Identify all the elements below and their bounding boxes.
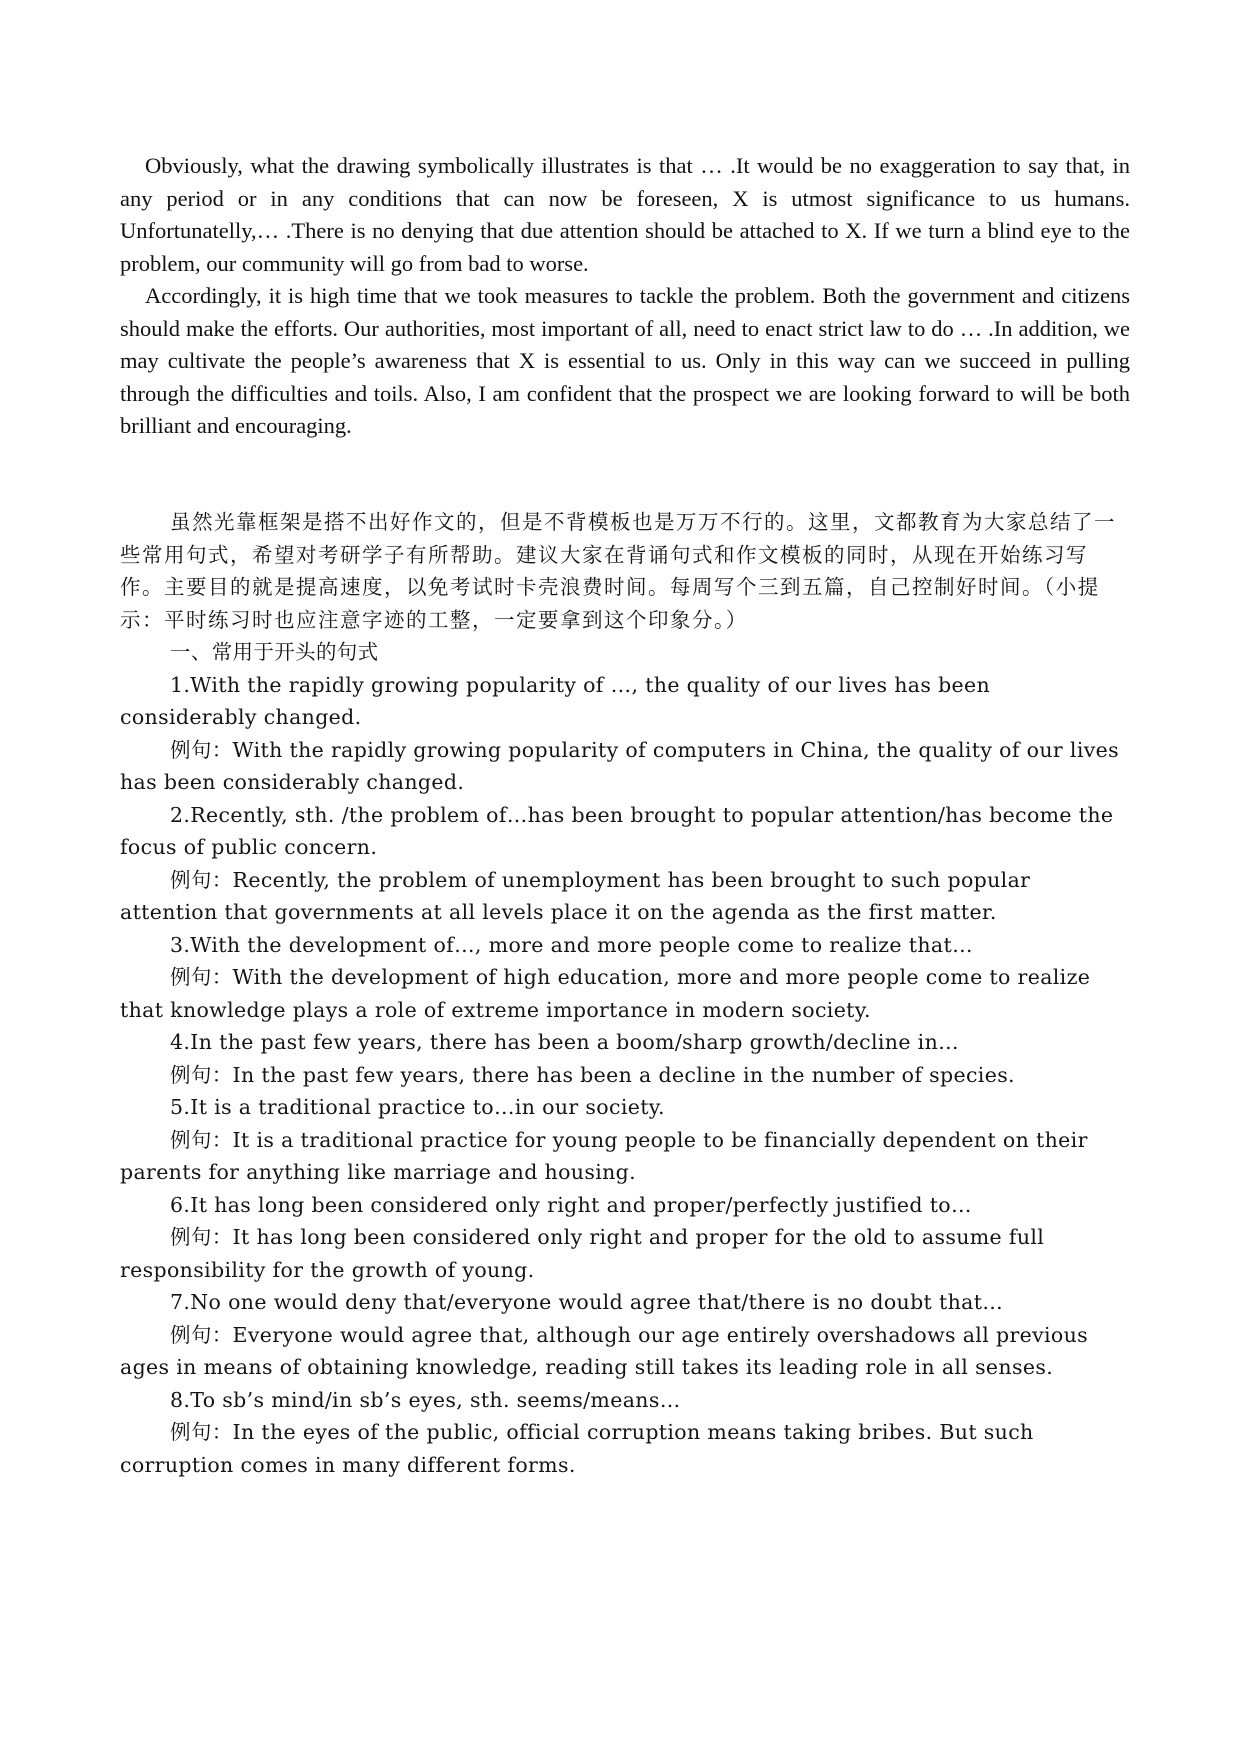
example-4: 例句：In the past few years, there has been a decline in the number of species. (170, 1062, 1015, 1087)
intro-paragraph: 虽然光靠框架是搭不出好作文的，但是不背模板也是万万不行的。这里，文都教育为大家总结了一些常用句式，希望对考研学子有所帮助。建议大家在背诵句式和作文模板的同时，从现在开始练习写作。主要目的就是提高速度，以免考试时卡壳浪费时间。每周写个三到五篇，自己控制好时间。（小提示：平时练习时也应注意字迹的工整，一定要拿到这个印象分。） (120, 510, 1116, 632)
sentence-patterns-section (120, 506, 1130, 1481)
pattern-8: 8.To sb’s mind/in sb’s eyes, sth. seems/means… (170, 1387, 681, 1412)
essay-paragraph-2: Accordingly, it is high time that we took measures to tackle the problem. Both the government and citizens should make the efforts. Our authorities, most important of all, need to enact strict law to do … .In addition, we may cultivate the people’s awareness that X is essential to us. Only in this way can we succeed in pulling through the difficulties and toils. Also, I am confident that the prospect we are looking forward to will be both brilliant and encouraging. (120, 283, 1130, 438)
pattern-2: 2.Recently, sth. /the problem of…has been brought to popular attention/has become the focus of public concern. (120, 802, 1114, 859)
example-6: 例句：It has long been considered only right and proper for the old to assume full responsibility for the growth of young. (120, 1225, 1045, 1282)
example-2: 例句：Recently, the problem of unemployment has been brought to such popular attention that governments at all levels place it on the agenda as the first matter. (120, 867, 1031, 924)
pattern-4: 4.In the past few years, there has been a boom/sharp growth/decline in… (170, 1030, 959, 1054)
example-8: 例句：In the eyes of the public, official corruption means taking bribes. But such corruption comes in many different forms. (120, 1420, 1034, 1477)
example-1: 例句：With the rapidly growing popularity of computers in China, the quality of our lives has been considerably changed. (120, 737, 1120, 794)
example-5: 例句：It is a traditional practice for young people to be financially dependent on their parents for anything like marriage and housing. (120, 1127, 1088, 1184)
pattern-1: 1.With the rapidly growing popularity of …, the quality of our lives has been considerably changed. (120, 672, 991, 729)
pattern-3: 3.With the development of…, more and more people come to realize that… (170, 932, 973, 957)
section-heading: 一、常用于开头的句式 (170, 640, 379, 664)
pattern-6: 6.It has long been considered only right and proper/perfectly justified to… (170, 1192, 972, 1217)
essay-template (120, 150, 1130, 443)
example-3: 例句：With the development of high education, more and more people come to realize that knowledge plays a role of extreme importance in modern society. (120, 965, 1091, 1022)
example-7: 例句：Everyone would agree that, although our age entirely overshadows all previous ages in means of obtaining knowledge, reading still takes its leading role in all senses. (120, 1322, 1089, 1379)
pattern-5: 5.It is a traditional practice to…in our society. (170, 1095, 665, 1119)
pattern-7: 7.No one would deny that/everyone would agree that/there is no doubt that… (170, 1290, 1004, 1314)
essay-paragraph-1: Obviously, what the drawing symbolically illustrates is that … .It would be no exaggeration to say that, in any period or in any conditions that can now be foreseen, X is utmost significance to us humans. Unfortunatelly,… .There is no denying that due attention should be attached to X. If we turn a blind eye to the problem, our community will go from bad to worse. (120, 153, 1130, 276)
